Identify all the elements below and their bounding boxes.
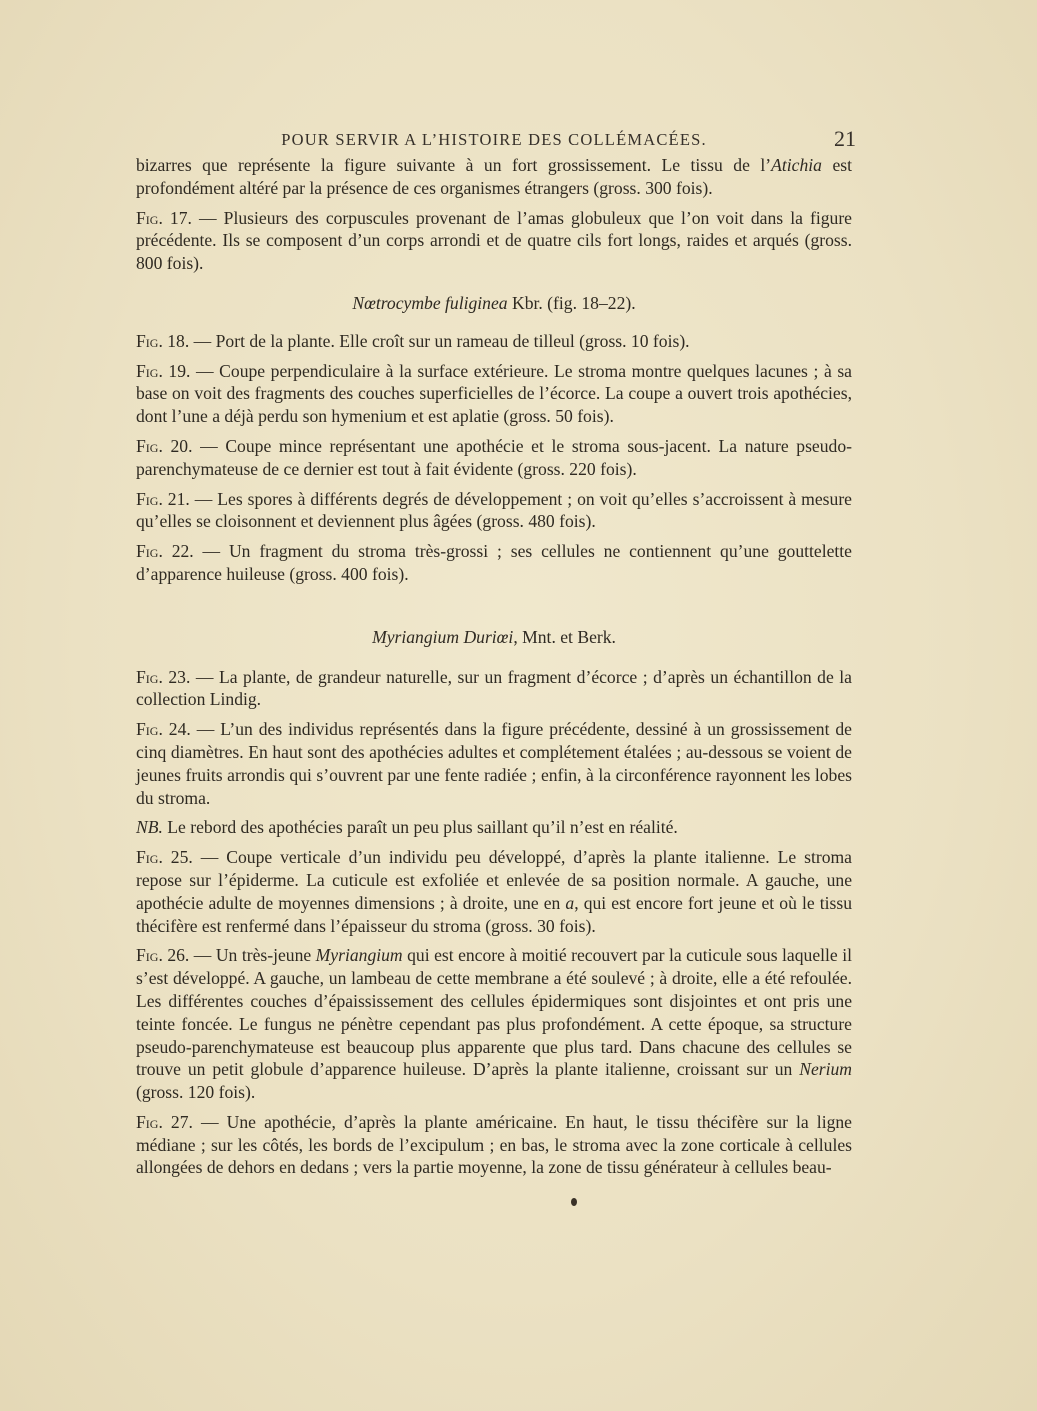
- figure-label: Fig. 22.: [136, 541, 194, 562]
- text-run: qui est encore à moitié recouvert par la cuticule sous laquelle il s’est développé. A gauche, un lambeau de cette membrane a été soulevé ; à droite, elle a été refoulée. Les différentes couches d’épaississement des cellules épidermiques sont disjointes et ont pris une teinte foncée. Le fungus ne pénètre cependant pas plus profondément. A cette époque, sa structure pseudo-parenchymateuse est beaucoup plus apparente que plus tard. Dans chacune des cellules se trouve un petit globule d’apparence huileuse. D’après la plante italienne, croissant sur un: [136, 945, 852, 1080]
- running-title: POUR SERVIR A L’HISTOIRE DES COLLÉMACÉES.: [281, 130, 707, 149]
- figure-label: Fig. 24.: [136, 719, 191, 740]
- italic-text: a: [565, 892, 575, 913]
- text-run: — Une apothécie, d’après la plante américaine. En haut, le tissu thécifère sur la ligne médiane ; sur les côtés, les bords de l’excipulum ; en bas, le stroma avec la zone corticale à cellules allongées de dehors en dedans ; vers la partie moyenne, la zone de tissu générateur à cellules beau-: [136, 1111, 852, 1178]
- figure-caption: [136, 718, 852, 809]
- figure-label: Fig. 26.: [136, 945, 190, 966]
- figure-label: Fig. 17.: [136, 207, 192, 228]
- text-run: — Plusieurs des corpuscules provenant de l’amas globuleux que l’on voit dans la figure précédente. Ils se composent d’un corps arrondi et de quatre cils fort longs, raides et arqués (gross. 800 fois).: [136, 207, 852, 274]
- figure-caption: [136, 330, 852, 353]
- italic-text: Nerium: [799, 1059, 852, 1080]
- body-text: [136, 154, 852, 1186]
- italic-text: Myriangium: [315, 945, 403, 966]
- page-number: 21: [834, 126, 856, 151]
- figure-caption: [136, 540, 852, 586]
- text-run: — Les spores à différents degrés de développement ; on voit qu’elles s’accroissent à mesure qu’elles se cloisonnent et deviennent plus âgées (gross. 480 fois).: [136, 488, 852, 532]
- figure-label: Fig. 18.: [136, 330, 190, 351]
- text-run: — Port de la plante. Elle croît sur un rameau de tilleul (gross. 10 fois).: [189, 330, 690, 351]
- text-run: — Coupe mince représentant une apothécie et le stroma sous-jacent. La nature pseudo-parenchymateuse de ce dernier est tout à fait évidente (gross. 220 fois).: [136, 435, 852, 479]
- text-run: bizarres que représente la figure suivante à un fort grossissement. Le tissu de l’: [136, 155, 772, 175]
- text-run: — Un très-jeune: [189, 945, 316, 966]
- text-run: Kbr. (fig. 18–22).: [507, 292, 636, 313]
- figure-caption: [136, 207, 852, 275]
- figure-caption: [136, 488, 852, 534]
- text-run: , Mnt. et Berk.: [513, 626, 616, 647]
- text-run: Le rebord des apothécies paraît un peu plus saillant qu’il n’est en réalité.: [162, 817, 678, 838]
- figure-label: Fig. 19.: [136, 360, 191, 381]
- figure-caption: [136, 1111, 852, 1179]
- running-header: [136, 126, 856, 156]
- figure-label: Fig. 21.: [136, 488, 190, 509]
- text-run: — Coupe perpendiculaire à la surface extérieure. Le stroma montre quelques lacunes ; à sa base on voit des fragments des couches superficielles de l’écorce. La coupe a ouvert trois apothécies, dont l’une a déjà perdu son hymenium et est aplatie (gross. 50 fois).: [136, 360, 852, 427]
- section-heading: [136, 626, 852, 649]
- text-run: — La plante, de grandeur naturelle, sur un fragment d’écorce ; d’après un échantillon de la collection Lindig.: [136, 666, 852, 710]
- section-heading: [136, 292, 852, 315]
- figure-caption: [136, 666, 852, 712]
- text-run: , qui est encore fort jeune et où le tissu thécifère est renfermé dans l’épaisseur du stroma (gross. 30 fois).: [136, 892, 852, 936]
- italic-text: NB.: [136, 817, 163, 838]
- text-run: — Un fragment du stroma très-grossi ; ses cellules ne contiennent qu’une gouttelette d’apparence huileuse (gross. 400 fois).: [136, 541, 852, 584]
- figure-caption: [136, 846, 852, 937]
- figure-caption: [136, 944, 852, 1104]
- figure-label: Fig. 20.: [136, 435, 193, 456]
- body-paragraph: [136, 816, 852, 839]
- figure-label: Fig. 23.: [136, 666, 191, 687]
- italic-text: Myriangium Duriœi: [372, 626, 514, 647]
- text-run: — Coupe verticale d’un individu peu développé, d’après la plante italienne. Le stroma repose sur l’épiderme. La cuticule est exfoliée et enlevée de sa position normale. A gauche, une apothécie adulte de moyennes dimensions ; à droite, une en: [136, 847, 852, 913]
- body-paragraph: [136, 154, 852, 200]
- italic-text: Nœtrocymbe fuliginea: [352, 292, 508, 313]
- ink-speck: [571, 1198, 577, 1206]
- text-run: (gross. 120 fois).: [136, 1082, 256, 1103]
- text-run: — L’un des individus représentés dans la figure précédente, dessiné à un grossissement de cinq diamètres. En haut sont des apothécies adultes et complétement étalées ; au-dessous se voient de jeunes fruits arrondis qui s’ouvrent par une fente radiée ; enfin, à la circonférence rayonnent les lobes du stroma.: [136, 719, 852, 808]
- figure-label: Fig. 25.: [136, 847, 193, 868]
- italic-text: Atichia: [771, 155, 822, 175]
- figure-label: Fig. 27.: [136, 1111, 193, 1132]
- figure-caption: [136, 360, 852, 428]
- figure-caption: [136, 435, 852, 481]
- text-run: est profondément altéré par la présence de ces organismes étrangers (gross. 300 fois).: [136, 155, 852, 198]
